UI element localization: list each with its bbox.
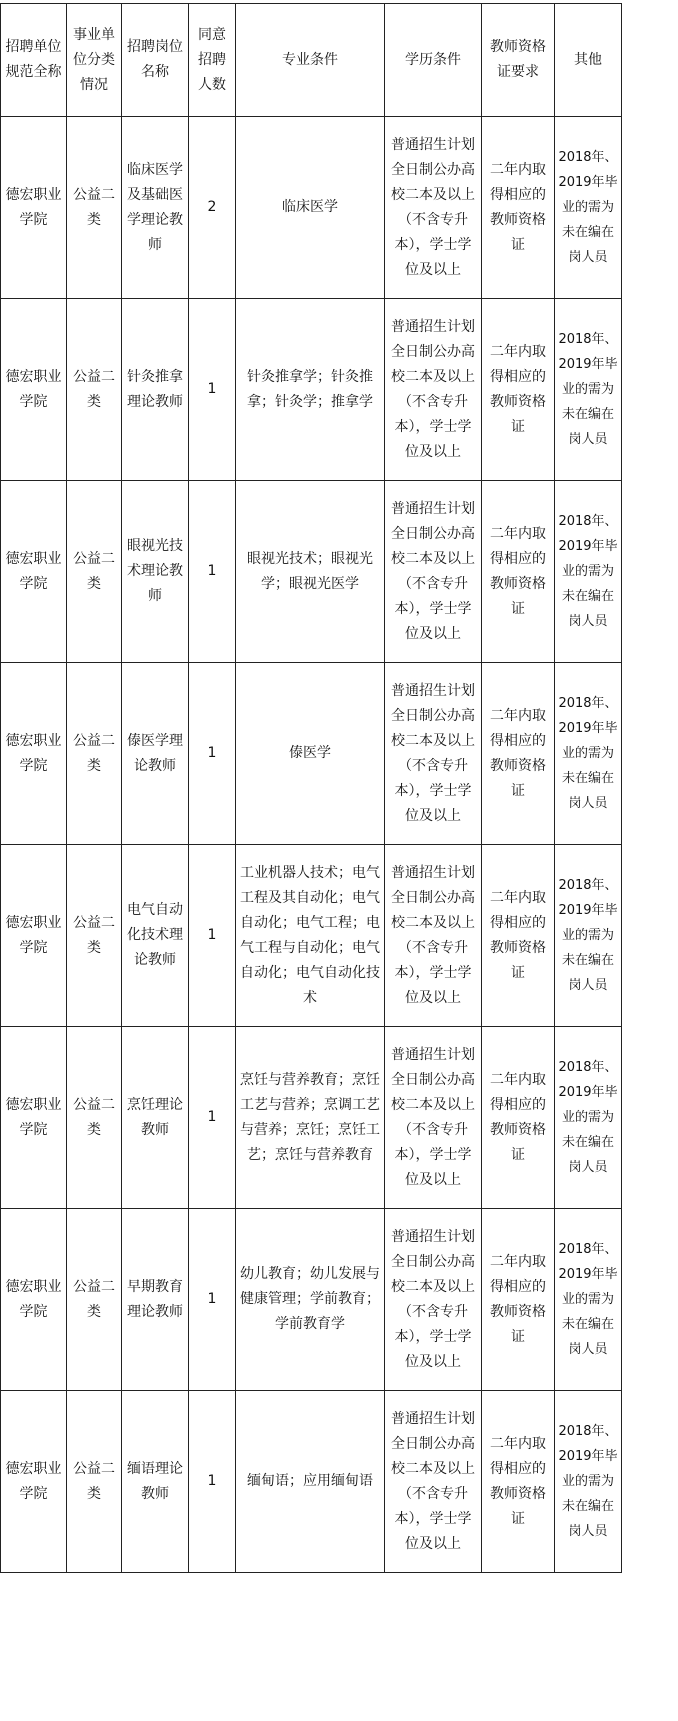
cell-major: 幼儿教育；幼儿发展与健康管理；学前教育；学前教育学: [236, 1209, 385, 1391]
cell-category: 公益二类: [67, 845, 122, 1027]
cell-unit: 德宏职业学院: [1, 299, 67, 481]
cell-count: 1: [189, 481, 236, 663]
cell-other: 2018年、2019年毕业的需为未在编在岗人员: [555, 845, 622, 1027]
header-certificate: 教师资格证要求: [482, 4, 555, 117]
cell-category: 公益二类: [67, 663, 122, 845]
cell-other: 2018年、2019年毕业的需为未在编在岗人员: [555, 1209, 622, 1391]
header-major: 专业条件: [236, 4, 385, 117]
cell-education: 普通招生计划全日制公办高校二本及以上（不含专升本），学士学位及以上: [385, 1209, 482, 1391]
cell-position: 傣医学理论教师: [122, 663, 189, 845]
table-header: [1, 4, 622, 117]
table-body: [1, 117, 622, 1573]
cell-major: 针灸推拿学；针灸推拿；针灸学；推拿学: [236, 299, 385, 481]
cell-unit: 德宏职业学院: [1, 117, 67, 299]
cell-count: 1: [189, 663, 236, 845]
table-row: [1, 299, 622, 481]
table-row: [1, 845, 622, 1027]
cell-other: 2018年、2019年毕业的需为未在编在岗人员: [555, 299, 622, 481]
header-other: 其他: [555, 4, 622, 117]
cell-certificate: 二年内取得相应的教师资格证: [482, 299, 555, 481]
recruitment-table-container: [0, 3, 622, 1573]
cell-unit: 德宏职业学院: [1, 1391, 67, 1573]
header-unit: 招聘单位规范全称: [1, 4, 67, 117]
header-count: 同意招聘人数: [189, 4, 236, 117]
cell-major: 傣医学: [236, 663, 385, 845]
cell-count: 2: [189, 117, 236, 299]
table-row: [1, 1027, 622, 1209]
cell-category: 公益二类: [67, 299, 122, 481]
cell-education: 普通招生计划全日制公办高校二本及以上（不含专升本），学士学位及以上: [385, 299, 482, 481]
cell-education: 普通招生计划全日制公办高校二本及以上（不含专升本），学士学位及以上: [385, 663, 482, 845]
cell-category: 公益二类: [67, 481, 122, 663]
header-category: 事业单位分类情况: [67, 4, 122, 117]
cell-position: 针灸推拿理论教师: [122, 299, 189, 481]
cell-category: 公益二类: [67, 117, 122, 299]
cell-certificate: 二年内取得相应的教师资格证: [482, 663, 555, 845]
cell-other: 2018年、2019年毕业的需为未在编在岗人员: [555, 481, 622, 663]
cell-unit: 德宏职业学院: [1, 1209, 67, 1391]
cell-certificate: 二年内取得相应的教师资格证: [482, 117, 555, 299]
cell-major: 工业机器人技术；电气工程及其自动化；电气自动化；电气工程；电气工程与自动化；电气自动化；电气自动化技术: [236, 845, 385, 1027]
cell-major: 眼视光技术；眼视光学；眼视光医学: [236, 481, 385, 663]
header-position: 招聘岗位名称: [122, 4, 189, 117]
cell-certificate: 二年内取得相应的教师资格证: [482, 481, 555, 663]
cell-position: 早期教育理论教师: [122, 1209, 189, 1391]
table-row: [1, 1209, 622, 1391]
cell-other: 2018年、2019年毕业的需为未在编在岗人员: [555, 117, 622, 299]
cell-education: 普通招生计划全日制公办高校二本及以上（不含专升本），学士学位及以上: [385, 1027, 482, 1209]
cell-count: 1: [189, 299, 236, 481]
cell-category: 公益二类: [67, 1027, 122, 1209]
cell-major: 缅甸语；应用缅甸语: [236, 1391, 385, 1573]
cell-position: 眼视光技术理论教师: [122, 481, 189, 663]
table-row: [1, 1391, 622, 1573]
cell-count: 1: [189, 845, 236, 1027]
cell-other: 2018年、2019年毕业的需为未在编在岗人员: [555, 663, 622, 845]
cell-major: 临床医学: [236, 117, 385, 299]
header-education: 学历条件: [385, 4, 482, 117]
table-row: [1, 117, 622, 299]
cell-unit: 德宏职业学院: [1, 1027, 67, 1209]
cell-major: 烹饪与营养教育；烹饪工艺与营养；烹调工艺与营养；烹饪；烹饪工艺；烹饪与营养教育: [236, 1027, 385, 1209]
cell-certificate: 二年内取得相应的教师资格证: [482, 1391, 555, 1573]
cell-education: 普通招生计划全日制公办高校二本及以上（不含专升本），学士学位及以上: [385, 481, 482, 663]
cell-certificate: 二年内取得相应的教师资格证: [482, 845, 555, 1027]
cell-education: 普通招生计划全日制公办高校二本及以上（不含专升本），学士学位及以上: [385, 117, 482, 299]
recruitment-table: [0, 3, 622, 1573]
table-row: [1, 663, 622, 845]
cell-count: 1: [189, 1209, 236, 1391]
cell-count: 1: [189, 1027, 236, 1209]
header-row: [1, 4, 622, 117]
cell-certificate: 二年内取得相应的教师资格证: [482, 1209, 555, 1391]
cell-position: 临床医学及基础医学理论教师: [122, 117, 189, 299]
cell-education: 普通招生计划全日制公办高校二本及以上（不含专升本），学士学位及以上: [385, 845, 482, 1027]
cell-category: 公益二类: [67, 1391, 122, 1573]
cell-category: 公益二类: [67, 1209, 122, 1391]
cell-certificate: 二年内取得相应的教师资格证: [482, 1027, 555, 1209]
cell-unit: 德宏职业学院: [1, 663, 67, 845]
table-row: [1, 481, 622, 663]
cell-unit: 德宏职业学院: [1, 481, 67, 663]
cell-other: 2018年、2019年毕业的需为未在编在岗人员: [555, 1391, 622, 1573]
cell-unit: 德宏职业学院: [1, 845, 67, 1027]
cell-other: 2018年、2019年毕业的需为未在编在岗人员: [555, 1027, 622, 1209]
cell-count: 1: [189, 1391, 236, 1573]
cell-position: 缅语理论教师: [122, 1391, 189, 1573]
cell-position: 电气自动化技术理论教师: [122, 845, 189, 1027]
cell-position: 烹饪理论教师: [122, 1027, 189, 1209]
cell-education: 普通招生计划全日制公办高校二本及以上（不含专升本），学士学位及以上: [385, 1391, 482, 1573]
